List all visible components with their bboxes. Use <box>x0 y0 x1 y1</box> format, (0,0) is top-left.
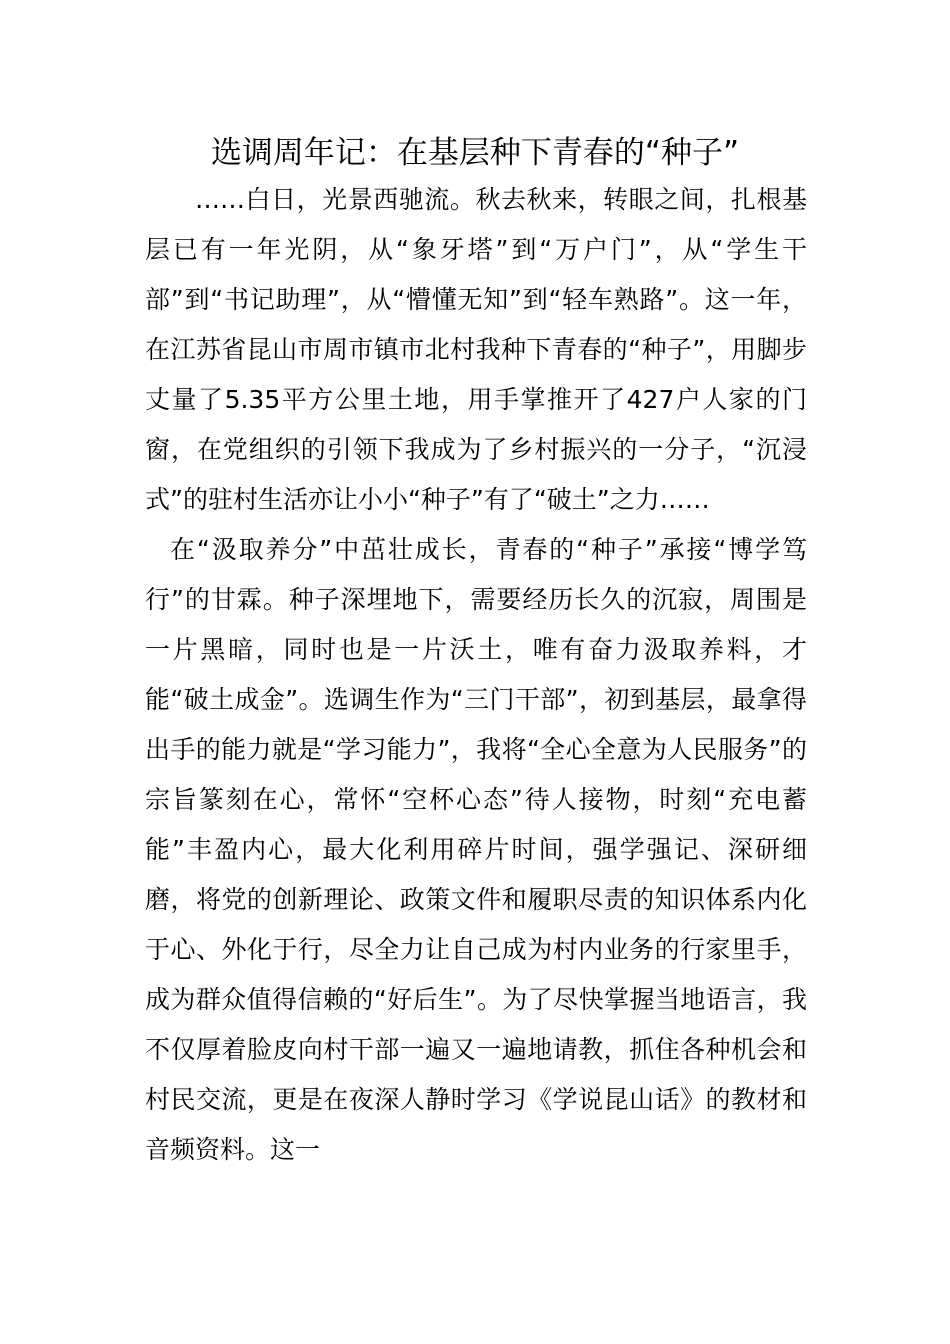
paragraph-1: ……白日，光景西驰流。秋去秋来，转眼之间，扎根基层已有一年光阴，从“象牙塔”到“万户门”，从“学生干部”到“书记助理”，从“懵懂无知”到“轻车熟路”。这一年，在江苏省昆山市周市镇市北村我种下青春的“种子”，用脚步丈量了5.35平方公里土地，用手掌推开了427户人家的门窗，在党组织的引领下我成为了乡村振兴的一分子，“沉浸式”的驻村生活亦让小小“种子”有了“破土”之力…… <box>145 185 807 514</box>
document-title: 选调周年记：在基层种下青春的“种子” <box>210 135 740 171</box>
paragraph-2: 在“汲取养分”中茁壮成长，青春的“种子”承接“博学笃行”的甘霖。种子深埋地下，需要经历长久的沉寂，周围是一片黑暗，同时也是一片沃土，唯有奋力汲取养料，才能“破土成金”。选调生作为“三门干部”，初到基层，最拿得出手的能力就是“学习能力”，我将“全心全意为人民服务”的宗旨篆刻在心，常怀“空杯心态”待人接物，时刻“充电蓄能”丰盈内心，最大化利用碎片时间，强学强记、深研细磨，将党的创新理论、政策文件和履职尽责的知识体系内化于心、外化于行，尽全力让自己成为村内业务的行家里手，成为群众值得信赖的“好后生”。为了尽快掌握当地语言，我不仅厚着脸皮向村干部一遍又一遍地请教，抓住各种机会和村民交流，更是在夜深人静时学习《学说昆山话》的教材和音频资料。这一 <box>145 535 807 1164</box>
document-body <box>145 175 807 1175</box>
